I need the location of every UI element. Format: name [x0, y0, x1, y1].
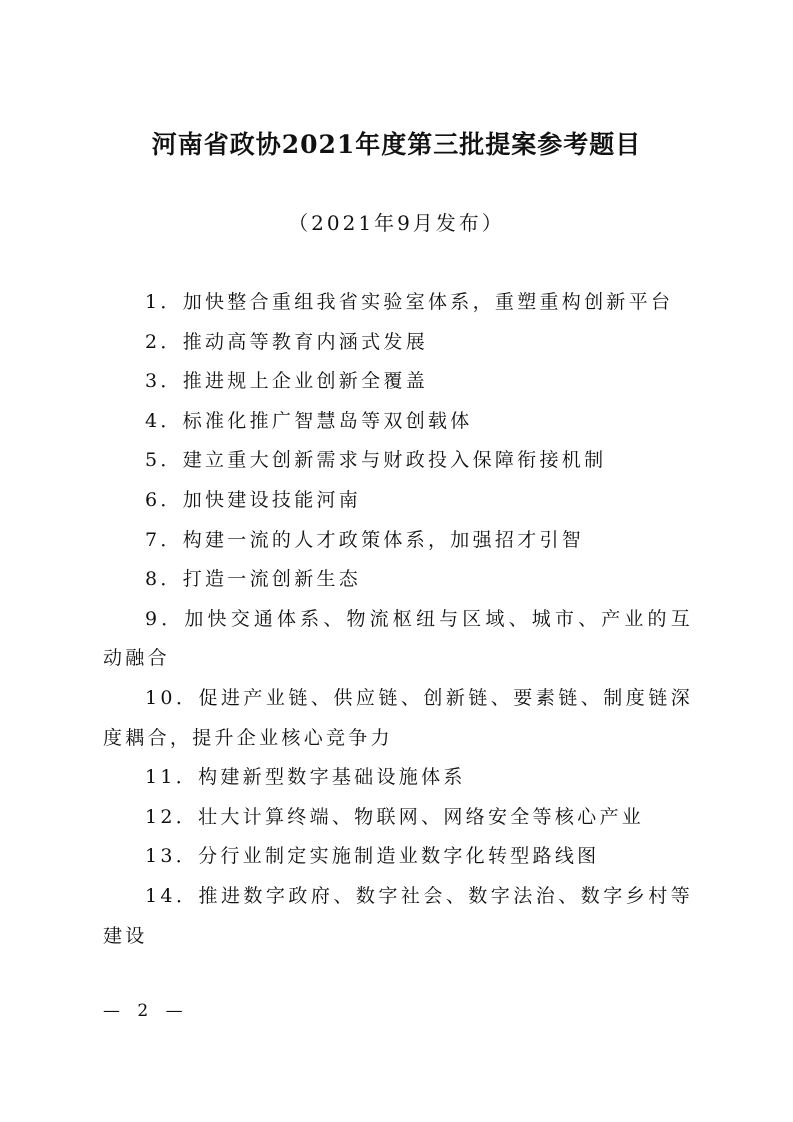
topic-item-6: 6．加快建设技能河南: [145, 488, 362, 511]
topic-item-9: 9．加快交通体系、物流枢纽与区域、城市、产业的互动融合: [103, 607, 693, 670]
topic-item-5: 5．建立重大创新需求与财政投入保障衔接机制: [145, 449, 607, 472]
document-subtitle: （2021年9月发布）: [288, 211, 505, 235]
document-title: 河南省政协2021年度第三批提案参考题目: [151, 130, 642, 159]
topic-item-11: 11．构建新型数字基础设施体系: [145, 766, 466, 789]
topic-item-12: 12．壮大计算终端、物联网、网络安全等核心产业: [145, 805, 645, 828]
proposal-topic-list: [103, 283, 693, 956]
topic-item-13: 13．分行业制定实施制造业数字化转型路线图: [145, 845, 600, 868]
topic-item-4: 4．标准化推广智慧岛等双创载体: [145, 409, 473, 432]
topic-item-3: 3．推进规上企业创新全覆盖: [145, 370, 428, 393]
topic-item-1: 1．加快整合重组我省实验室体系，重塑重构创新平台: [145, 291, 674, 313]
topic-item-2: 2．推动高等教育内涵式发展: [145, 330, 428, 353]
page-number: — 2 —: [103, 1001, 189, 1021]
topic-item-7: 7．构建一流的人才政策体系，加强招才引智: [145, 528, 585, 551]
topic-item-10: 10．促进产业链、供应链、创新链、要素链、制度链深度耦合，提升企业核心竞争力: [103, 686, 693, 749]
topic-item-8: 8．打造一流创新生态: [145, 568, 362, 591]
topic-item-14: 14．推进数字政府、数字社会、数字法治、数字乡村等建设: [103, 884, 693, 947]
